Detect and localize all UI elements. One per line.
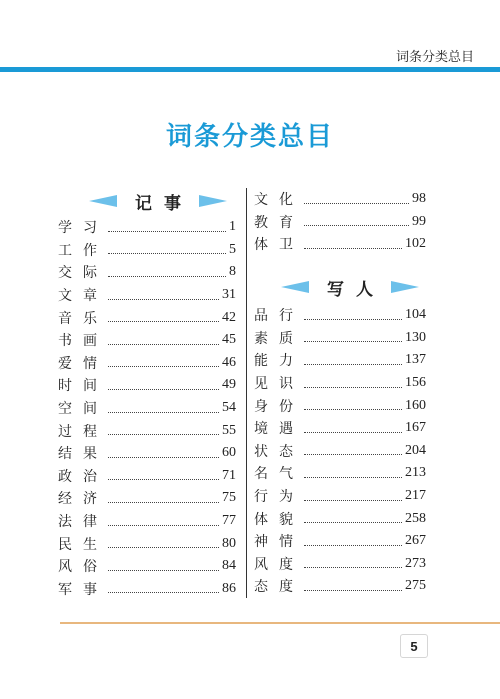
toc-entry[interactable] [58,306,236,329]
section-heading-label: 写人 [327,279,385,300]
toc-term: 文章 [58,288,108,305]
toc-entry[interactable] [254,327,426,350]
toc-term: 工作 [58,242,108,259]
toc-entry[interactable] [58,510,236,533]
toc-term: 风度 [254,556,304,573]
dot-leader [108,457,219,458]
toc-entry[interactable] [254,553,426,576]
toc-page-number: 71 [222,467,236,483]
toc-list-left [58,216,236,600]
toc-term: 爱情 [58,355,108,372]
toc-page-number: 45 [222,332,236,348]
section-heading-right [280,276,420,298]
toc-page-number: 5 [229,241,236,257]
toc-entry[interactable] [254,440,426,463]
toc-term: 政治 [58,468,108,485]
toc-term: 能力 [254,353,304,370]
toc-term: 品行 [254,308,304,325]
left-wedge-icon [281,281,309,293]
toc-page-number: 130 [405,329,426,345]
toc-entry[interactable] [254,372,426,395]
dot-leader [108,366,219,367]
toc-page-number: 275 [405,578,426,594]
dot-leader [304,545,402,546]
toc-page-number: 104 [405,307,426,323]
toc-term: 交际 [58,265,108,282]
dot-leader [304,477,402,478]
toc-page-number: 8 [229,264,236,280]
dot-leader [304,225,409,226]
toc-page-number: 267 [405,533,426,549]
toc-entry[interactable] [254,507,426,530]
footer-rule [60,622,500,624]
toc-entry[interactable] [58,397,236,420]
toc-entry[interactable] [254,349,426,372]
toc-term: 音乐 [58,310,108,327]
toc-page-number: 156 [405,375,426,391]
toc-page-number: 98 [412,191,426,207]
toc-entry[interactable] [58,374,236,397]
toc-entry[interactable] [58,216,236,239]
dot-leader [108,502,219,503]
toc-entry[interactable] [58,239,236,262]
toc-page-number: 75 [222,490,236,506]
running-head: 词条分类总目 [395,50,474,65]
page-title: 词条分类总目 [165,122,334,152]
toc-term: 书画 [58,333,108,350]
toc-list-right [254,304,426,598]
dot-leader [108,434,219,435]
toc-page-number: 204 [405,442,426,458]
toc-page-number: 137 [405,352,426,368]
dot-leader [108,344,219,345]
toc-term: 态度 [254,579,304,596]
toc-term: 神情 [254,534,304,551]
toc-entry[interactable] [254,188,426,211]
toc-page-number: 31 [222,287,236,303]
toc-page-number: 80 [222,535,236,551]
dot-leader [304,500,402,501]
toc-page-number: 60 [222,445,236,461]
toc-term: 行为 [254,489,304,506]
dot-leader [108,389,219,390]
toc-term: 时间 [58,378,108,395]
toc-entry[interactable] [254,485,426,508]
dot-leader [304,590,402,591]
toc-term: 结果 [58,446,108,463]
toc-entry[interactable] [58,465,236,488]
dot-leader [108,253,226,254]
header-rule [0,67,500,72]
toc-entry[interactable] [58,261,236,284]
dot-leader [108,479,219,480]
toc-entry[interactable] [254,417,426,440]
toc-term: 过程 [58,423,108,440]
toc-term: 名气 [254,466,304,483]
toc-term: 空间 [58,401,108,418]
toc-entry[interactable] [58,555,236,578]
section-heading-left [88,190,228,212]
toc-page-number: 102 [405,236,426,252]
dot-leader [108,570,219,571]
dot-leader [108,525,219,526]
toc-page-number: 55 [222,422,236,438]
toc-entry[interactable] [58,284,236,307]
dot-leader [304,387,402,388]
toc-entry[interactable] [58,352,236,375]
toc-page-number: 86 [222,580,236,596]
toc-entry[interactable] [58,532,236,555]
toc-term: 经济 [58,491,108,508]
toc-page-number: 213 [405,465,426,481]
toc-term: 法律 [58,514,108,531]
toc-term: 民生 [58,536,108,553]
toc-term: 体卫 [254,237,304,254]
toc-entry[interactable] [58,419,236,442]
toc-entry[interactable] [58,442,236,465]
left-wedge-icon [89,195,117,207]
toc-term: 素质 [254,330,304,347]
toc-entry[interactable] [254,462,426,485]
dot-leader [304,454,402,455]
toc-page-number: 42 [222,309,236,325]
toc-list-right-top [254,188,426,256]
toc-term: 身份 [254,398,304,415]
toc-page-number: 217 [405,488,426,504]
toc-entry[interactable] [254,233,426,256]
page-number-badge: 5 [400,634,428,658]
dot-leader [304,203,409,204]
toc-term: 风俗 [58,559,108,576]
toc-page-number: 258 [405,510,426,526]
toc-term: 见识 [254,376,304,393]
dot-leader [304,319,402,320]
toc-page-number: 273 [405,555,426,571]
dot-leader [304,248,402,249]
toc-term: 文化 [254,192,304,209]
toc-term: 状态 [254,443,304,460]
toc-entry[interactable] [254,575,426,598]
toc-page-number: 99 [412,213,426,229]
toc-page-number: 46 [222,354,236,370]
column-divider [246,188,247,598]
toc-entry[interactable] [58,487,236,510]
dot-leader [304,432,402,433]
dot-leader [304,522,402,523]
dot-leader [108,592,219,593]
section-heading-label: 记事 [135,193,193,214]
dot-leader [108,299,219,300]
right-wedge-icon [391,281,419,293]
toc-term: 军事 [58,581,108,598]
toc-page-number: 84 [222,558,236,574]
toc-page-number: 160 [405,397,426,413]
dot-leader [304,341,402,342]
toc-entry[interactable] [254,394,426,417]
toc-page-number: 77 [222,513,236,529]
dot-leader [304,409,402,410]
toc-term: 境遇 [254,421,304,438]
toc-page-number: 54 [222,400,236,416]
dot-leader [108,412,219,413]
toc-entry[interactable] [58,329,236,352]
toc-entry[interactable] [254,304,426,327]
toc-entry[interactable] [254,211,426,234]
dot-leader [108,321,219,322]
toc-page-number: 49 [222,377,236,393]
toc-term: 教育 [254,214,304,231]
dot-leader [108,231,226,232]
right-wedge-icon [199,195,227,207]
toc-page-number: 1 [229,219,236,235]
dot-leader [304,364,402,365]
toc-entry[interactable] [58,578,236,601]
toc-term: 学习 [58,220,108,237]
toc-entry[interactable] [254,530,426,553]
dot-leader [108,547,219,548]
toc-page-number: 167 [405,420,426,436]
toc-term: 体貌 [254,511,304,528]
dot-leader [304,567,402,568]
dot-leader [108,276,226,277]
